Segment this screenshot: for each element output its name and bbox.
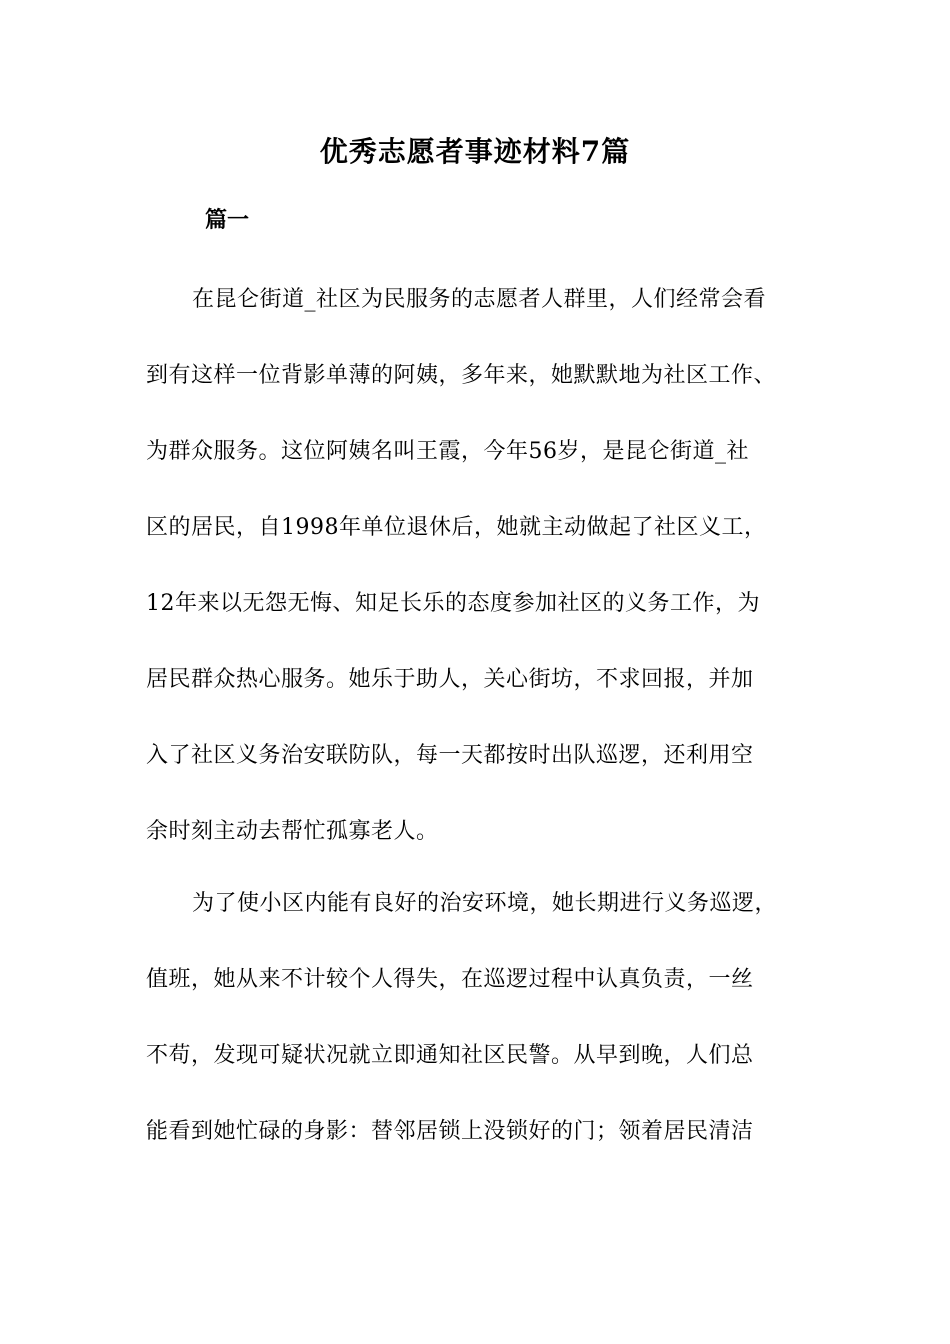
paragraph-2 — [146, 866, 810, 1170]
paragraph-line: 居民群众热心服务。她乐于助人，关心街坊，不求回报，并加 — [146, 667, 754, 692]
paragraph-line: 入了社区义务治安联防队，每一天都按时出队巡逻，还利用空 — [146, 743, 754, 768]
document-title: 优秀志愿者事迹材料7篇 — [319, 135, 631, 168]
paragraph-1 — [146, 262, 810, 870]
paragraph-line: 区的居民，自1998年单位退休后，她就主动做起了社区义工， — [146, 515, 767, 540]
paragraph-line: 在昆仑街道_社区为民服务的志愿者人群里，人们经常会看 — [192, 287, 767, 312]
paragraph-line: 余时刻主动去帮忙孤寡老人。 — [146, 819, 439, 844]
section-heading: 篇一 — [205, 207, 250, 233]
paragraph-line: 为了使小区内能有良好的治安环境，她长期进行义务巡逻， — [192, 891, 778, 916]
paragraph-line: 为群众服务。这位阿姨名叫王霞，今年56岁，是昆仑街道_社 — [146, 439, 749, 464]
paragraph-line: 12年来以无怨无悔、知足长乐的态度参加社区的义务工作，为 — [146, 591, 760, 616]
paragraph-line: 值班，她从来不计较个人得失，在巡逻过程中认真负责，一丝 — [146, 967, 754, 992]
paragraph-line: 到有这样一位背影单薄的阿姨，多年来，她默默地为社区工作、 — [146, 363, 777, 388]
paragraph-line: 不苟，发现可疑状况就立即通知社区民警。从早到晚，人们总 — [146, 1043, 754, 1068]
paragraph-line: 能看到她忙碌的身影：替邻居锁上没锁好的门；领着居民清洁 — [146, 1119, 754, 1144]
